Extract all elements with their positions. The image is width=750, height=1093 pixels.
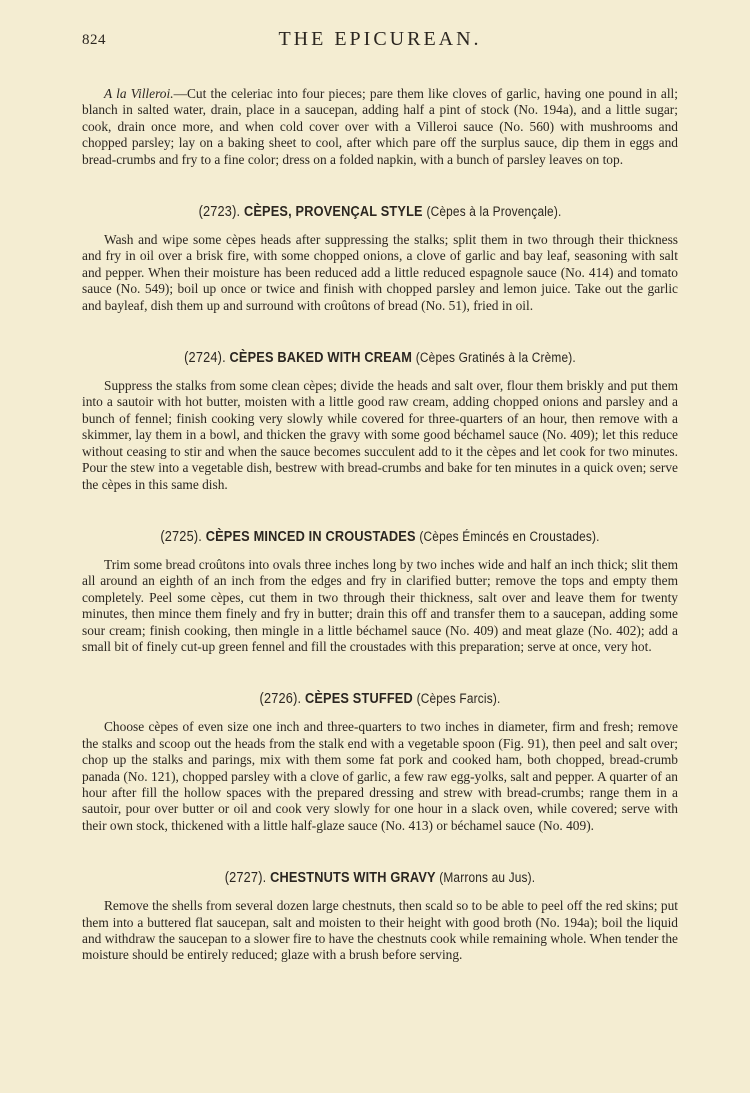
recipe-text: Trim some bread croûtons into ovals three inches long by two inches wide and half an inch thick; slit them all around an eighth of an inch from the edges and fry in clarified butter; remove the tops and empty them completely. Peel some cèpes, cut them in two through their thickness, salt over and leave them for twenty minutes, then mince them finely and fry in butter; drain this off and transfer them to a saucepan, adding some sour cream; finish cooking, then mingle in a little béchamel sauce (No. 409) and meat glaze (No. 402); add a small bit of finely cut-up green fennel and fill the croustades with this preparation; serve at once, very hot. xyxy=(82,556,678,654)
intro-lead: A la Villeroi. xyxy=(104,86,174,101)
page-header xyxy=(82,28,678,58)
page-number: 824 xyxy=(82,32,106,48)
recipe-french-title: (Cèpes Émincés en Croustades). xyxy=(419,528,600,544)
recipe-2726 xyxy=(82,691,678,834)
recipe-french-title: (Cèpes Farcis). xyxy=(416,691,501,707)
recipe-heading xyxy=(118,870,642,886)
recipe-number: (2725). xyxy=(160,528,202,545)
recipe-heading xyxy=(118,691,642,707)
recipe-title: CÈPES STUFFED xyxy=(304,691,413,708)
recipe-title: CÈPES MINCED IN CROUSTADES xyxy=(205,528,416,545)
recipe-2727 xyxy=(82,870,678,964)
recipe-text: Choose cèpes of even size one inch and three-quarters to two inches in diameter, firm and fresh; remove the stalks and scoop out the heads from the stalk end with a vegetable spoon (Fig. 91), then peel and salt over; chop up the stalks and parings, mix with them some fat pork and cooked ham, both chopped, bread-crumb panada (No. 121), chopped parsley with a clove of garlic, a few raw egg-yolks, salt and pepper. A quarter of an hour after fill the hollow spaces with the prepared dressing and strew with bread-crumbs; range them in a sautoir, pour over butter or oil and cook very slowly for one hour in a slack oven, while covered; serve with their own stock, thickened with a little half-glaze sauce (No. 413) or béchamel sauce (No. 409). xyxy=(82,719,678,833)
recipe-french-title: (Cèpes à la Provençale). xyxy=(426,204,562,220)
recipe-french-title: (Cèpes Gratinés à la Crème). xyxy=(415,350,576,366)
recipe-french-title: (Marrons au Jus). xyxy=(439,870,536,886)
recipe-text: Wash and wipe some cèpes heads after suppressing the stalks; split them in two through their thickness and fry in oil over a brisk fire, with some chopped onions, a clove of garlic and bay leaf, seasoning with salt and pepper. When their moisture has been reduced add a little reduced espagnole sauce (No. 414) and tomato sauce (No. 549); boil up once or twice and finish with chopped parsley and lemon juice. Take out the garlic and bayleaf, dish them up and surround with croûtons of bread (No. 51), fried in oil. xyxy=(82,232,678,313)
recipe-title: CÈPES BAKED WITH CREAM xyxy=(229,350,413,367)
recipe-title: CÈPES, PROVENÇAL STYLE xyxy=(243,204,423,221)
intro-paragraph xyxy=(82,86,678,168)
recipe-heading xyxy=(118,204,642,220)
recipe-heading xyxy=(118,529,642,545)
recipe-number: (2724). xyxy=(184,350,226,367)
recipe-2723 xyxy=(82,204,678,314)
recipe-title: CHESTNUTS WITH GRAVY xyxy=(270,870,436,887)
running-title: THE EPICUREAN. xyxy=(278,28,482,50)
recipe-text: Suppress the stalks from some clean cèpes; divide the heads and salt over, flour them briskly and put them into a sautoir with hot butter, moisten with a little good raw cream, adding chopped onions and parsley and a bunch of fennel; finish cooking very slowly while covered for three-quarters of an hour, then remove with a skimmer, lay them in a bowl, and thicken the gravy with some good béchamel sauce (No. 409); let this reduce without ceasing to stir and when the sauce becomes succulent add to it the cèpes and let cook for two minutes. Pour the stew into a vegetable dish, bestrew with bread-crumbs and bake for ten minutes in a quick oven; serve the cèpes in this same dish. xyxy=(82,378,678,492)
recipe-number: (2726). xyxy=(259,691,302,708)
recipe-number: (2723). xyxy=(198,204,241,221)
recipe-text: Remove the shells from several dozen large chestnuts, then scald so to be able to peel off the red skins; put them into a buttered flat saucepan, salt and moisten to their height with good broth (No. 194a); boil the liquid and withdraw the saucepan to a slower fire to have the chestnuts cook while remaining whole. When tender the moisture should be entirely reduced; glaze with a brush before serving. xyxy=(82,898,678,963)
intro-text: —Cut the celeriac into four pieces; pare them like cloves of garlic, having one pound in all; blanch in salted water, drain, place in a saucepan, adding half a pint of stock (No. 194a), and a little sugar; cook, drain once more, and when cold cover over with a Villeroi sauce (No. 560) with mushrooms and chopped parsley; lay on a baking sheet to cool, after which pare off the surplus sauce, dip them in eggs and bread-crumbs and fry to a fine color; dress on a folded napkin, with a bunch of parsley leaves on top. xyxy=(82,86,678,167)
recipe-heading xyxy=(118,350,642,366)
recipe-number: (2727). xyxy=(224,870,267,887)
recipe-2725 xyxy=(82,529,678,655)
recipe-2724 xyxy=(82,350,678,493)
